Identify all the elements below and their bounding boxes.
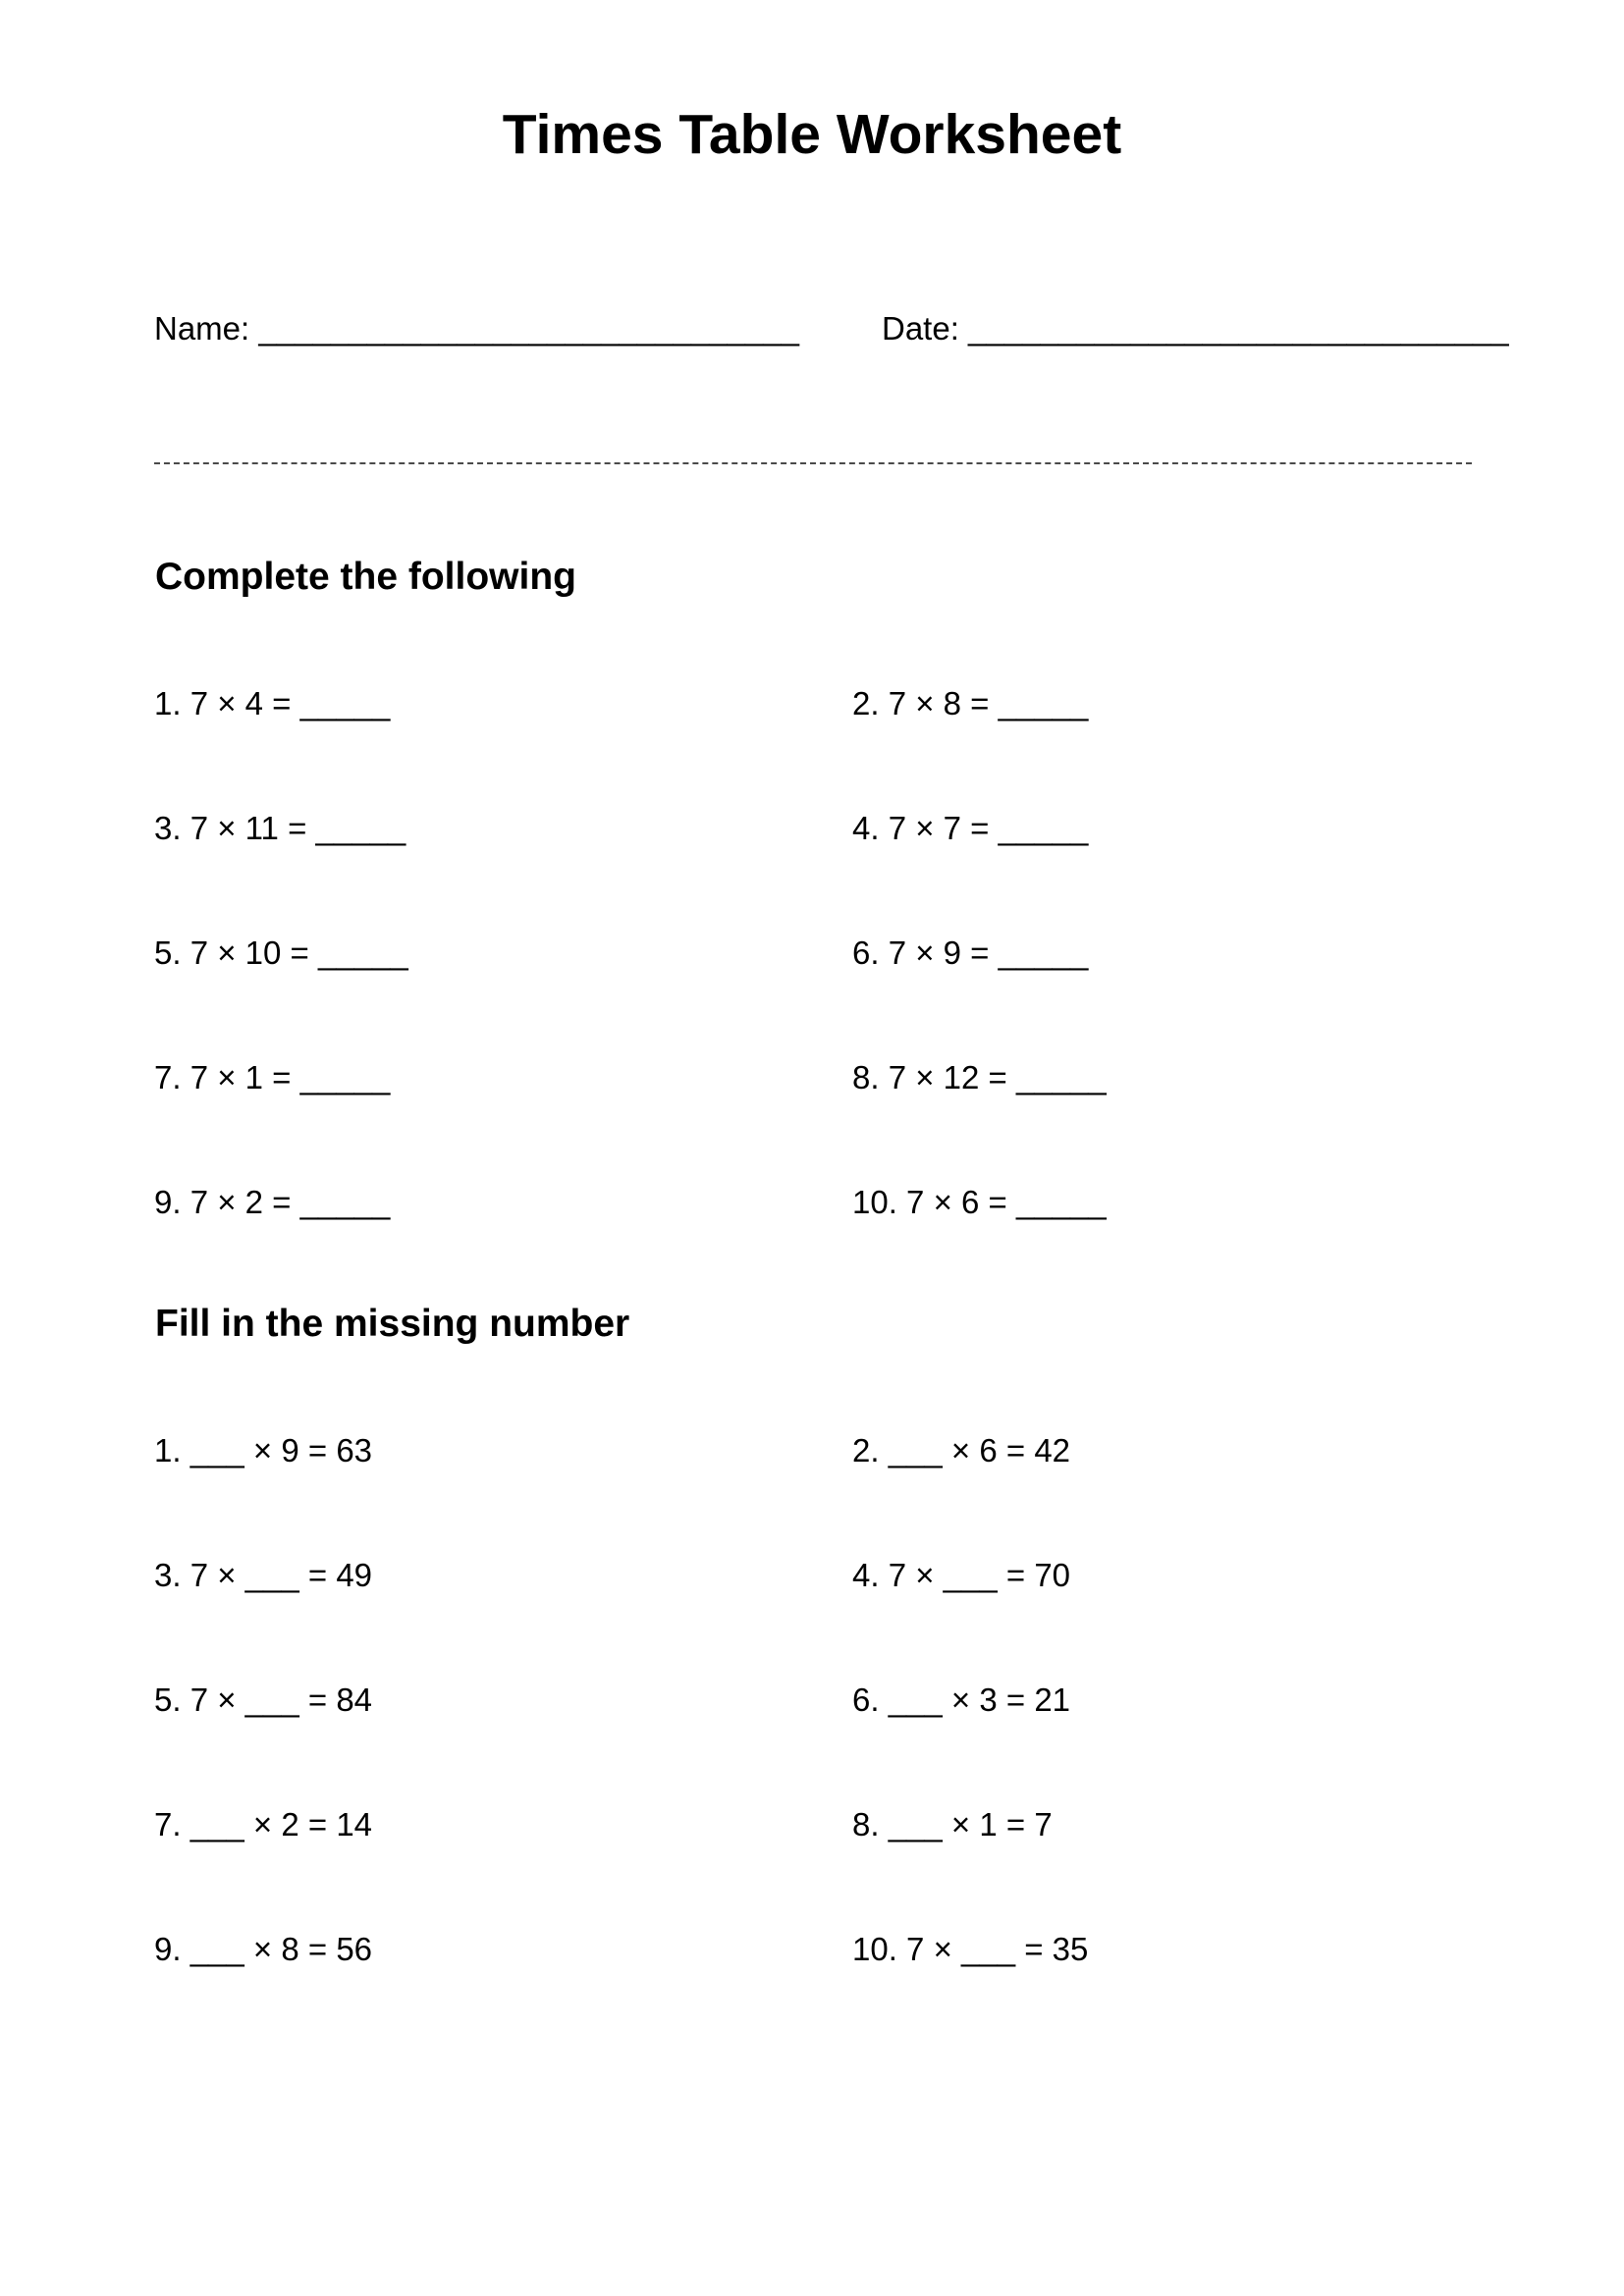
problem-item: 7. ___ × 2 = 14 — [154, 1806, 373, 1842]
problem-item: 5. 7 × ___ = 84 — [154, 1682, 373, 1718]
problem-item: 10. 7 × ___ = 35 — [852, 1931, 1089, 1967]
problem-item: 9. 7 × 2 = _____ — [154, 1184, 391, 1220]
problem-item: 9. ___ × 8 = 56 — [154, 1931, 373, 1967]
problem-item: 2. 7 × 8 = _____ — [852, 685, 1089, 721]
problem-item: 5. 7 × 10 = _____ — [154, 934, 408, 971]
page-title: Times Table Worksheet — [502, 103, 1122, 166]
problem-item: 8. 7 × 12 = _____ — [852, 1059, 1107, 1095]
problem-item: 4. 7 × ___ = 70 — [852, 1557, 1071, 1593]
problem-item: 1. 7 × 4 = _____ — [154, 685, 391, 721]
problem-item: 4. 7 × 7 = _____ — [852, 810, 1089, 846]
problem-item: 3. 7 × 11 = _____ — [154, 810, 406, 846]
section-heading-complete: Complete the following — [155, 556, 576, 598]
problem-item: 6. ___ × 3 = 21 — [852, 1682, 1071, 1718]
problem-item: 1. ___ × 9 = 63 — [154, 1432, 373, 1468]
date-field[interactable]: Date: ______________________________ — [882, 310, 1509, 347]
section-heading-missing: Fill in the missing number — [155, 1303, 630, 1345]
problem-item: 3. 7 × ___ = 49 — [154, 1557, 373, 1593]
problem-item: 10. 7 × 6 = _____ — [852, 1184, 1107, 1220]
problem-item: 7. 7 × 1 = _____ — [154, 1059, 391, 1095]
problem-item: 2. ___ × 6 = 42 — [852, 1432, 1071, 1468]
problem-item: 8. ___ × 1 = 7 — [852, 1806, 1053, 1842]
dashed-divider — [154, 462, 1472, 464]
problem-item: 6. 7 × 9 = _____ — [852, 934, 1089, 971]
name-field[interactable]: Name: ______________________________ — [154, 310, 799, 347]
